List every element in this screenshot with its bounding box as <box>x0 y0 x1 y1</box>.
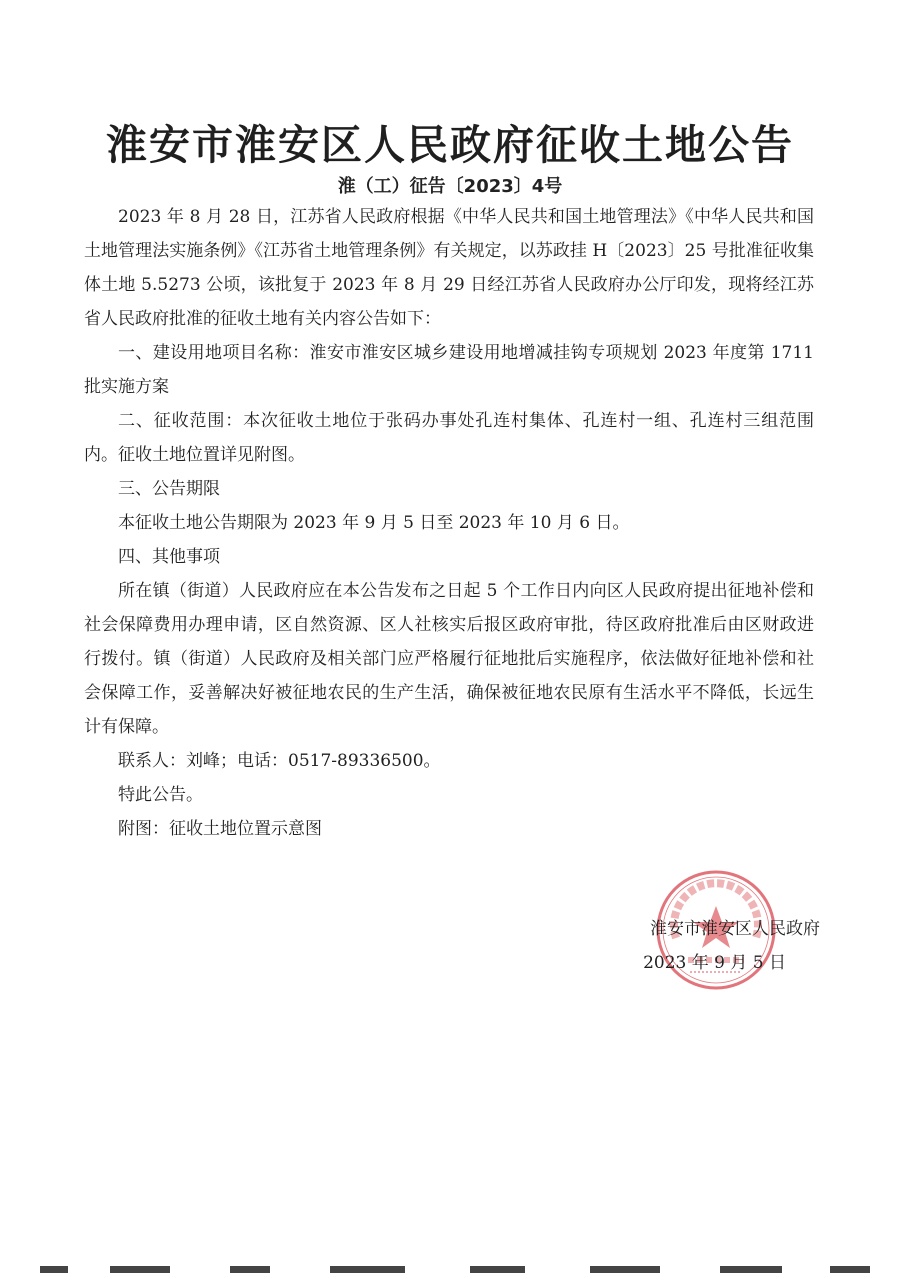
heading-other-matters: 四、其他事项 <box>118 547 220 567</box>
document-number: 淮（工）征告〔2023〕4号 <box>337 176 563 197</box>
paragraph-intro: 2023 年 8 月 28 日，江苏省人民政府根据《中华人民共和国土地管理法》《中华人民共和国土地管理法实施条例》《江苏省土地管理条例》有关规定，以苏政挂 H〔2023〕25 号批准征收集体土地 5.5273 公顷，该批复于 2023 年 8 月 29 日经江苏省人民政府办公厅印发，现将经江苏省人民政府批准的征收土地有关内容公告如下： <box>84 207 814 329</box>
paragraph-scope: 二、征收范围：本次征收土地位于张码办事处孔连村集体、孔连村一组、孔连村三组范围内。征收土地位置详见附图。 <box>84 411 814 465</box>
paragraph-contact: 联系人：刘峰；电话：0517-89336500。 <box>118 751 441 771</box>
signature-block <box>620 912 820 980</box>
document-title: 淮安市淮安区人民政府征收土地公告 <box>106 121 794 169</box>
paragraph-closing: 特此公告。 <box>118 785 203 805</box>
issuer-name: 淮安市淮安区人民政府 <box>650 919 820 939</box>
paragraph-other-matters: 所在镇（街道）人民政府应在本公告发布之日起 5 个工作日内向区人民政府提出征地补偿和社会保障费用办理申请，区自然资源、区人社核实后报区政府审批，待区政府批准后由区财政进行拨付。镇（街道）人民政府及相关部门应严格履行征地批后实施程序，依法做好征地补偿和社会保障工作，妥善解决好被征地农民的生产生活，确保被征地农民原有生活水平不降低，长远生计有保障。 <box>84 581 814 737</box>
issue-date: 2023 年 9 月 5 日 <box>643 953 786 973</box>
scan-edge-marks <box>0 1262 900 1273</box>
paragraph-project-name: 一、建设用地项目名称：淮安市淮安区城乡建设用地增减挂钩专项规划 2023 年度第 1711 批实施方案 <box>84 343 814 397</box>
document-body <box>84 200 814 846</box>
paragraph-notice-period: 本征收土地公告期限为 2023 年 9 月 5 日至 2023 年 10 月 6 日。 <box>118 513 630 533</box>
paragraph-attachment: 附图：征收土地位置示意图 <box>118 819 322 839</box>
heading-notice-period: 三、公告期限 <box>118 479 220 499</box>
